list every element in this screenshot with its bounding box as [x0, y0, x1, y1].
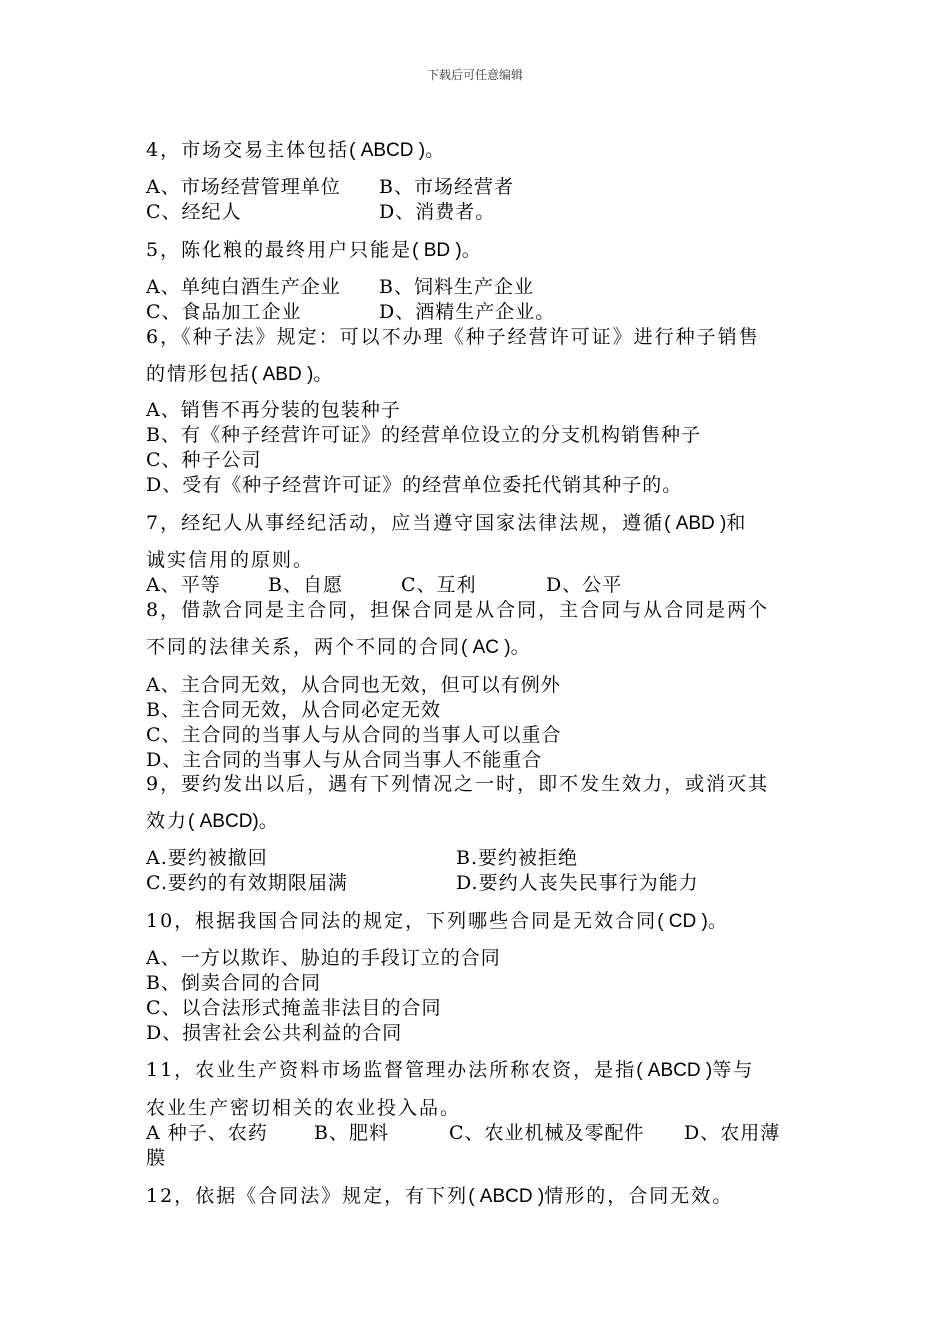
q9-option-b: B.要约被拒绝: [456, 847, 579, 869]
question-9-line-2: 效力( ABCD)。: [146, 810, 280, 832]
question-11-line-2: 农业生产密切相关的农业投入品。: [146, 1097, 462, 1119]
q7-option-d: D、公平: [546, 574, 623, 596]
q4-option-b: B、市场经营者: [379, 176, 514, 198]
q11-option-d-continued: 膜: [146, 1147, 167, 1169]
answer-9: ( ABCD): [188, 811, 259, 832]
q6-option-a: A、销售不再分装的包装种子: [146, 399, 401, 421]
q5-option-d: D、酒精生产企业。: [379, 301, 556, 323]
q5-option-b: B、饲料生产企业: [379, 276, 534, 298]
q8-option-b: B、主合同无效，从合同必定无效: [146, 699, 441, 721]
q11-option-d: D、农用薄: [684, 1122, 781, 1144]
question-10: 10，根据我国合同法的规定，下列哪些合同是无效合同( CD )。: [146, 910, 729, 932]
question-7-line-2: 诚实信用的原则。: [146, 549, 315, 571]
answer-4: ( ABCD ): [349, 140, 426, 161]
answer-10: ( CD ): [657, 911, 708, 932]
question-4: 4，市场交易主体包括( ABCD )。: [146, 139, 447, 161]
q11-option-c: C、农业机械及零配件: [449, 1122, 645, 1144]
page-header: 下载后可任意编辑: [426, 68, 523, 82]
answer-11: ( ABCD ): [636, 1060, 713, 1081]
q4-option-c: C、经纪人: [146, 201, 242, 223]
q11-option-a: A 种子、农药: [146, 1122, 268, 1144]
question-11-line-1: 11，农业生产资料市场监督管理办法所称农资，是指( ABCD )等与: [146, 1059, 755, 1081]
q5-option-a: A、单纯白酒生产企业: [146, 276, 341, 298]
q9-option-d: D.要约人丧失民事行为能力: [456, 872, 699, 894]
q7-option-b: B、自愿: [268, 574, 343, 596]
answer-8: ( AC ): [461, 637, 511, 658]
q10-option-d: D、损害社会公共利益的合同: [146, 1022, 403, 1044]
question-9-line-1: 9，要约发出以后，遇有下列情况之一时，即不发生效力，或消灭其: [146, 773, 770, 795]
question-5: 5，陈化粮的最终用户只能是( BD )。: [146, 239, 483, 261]
question-8-line-2: 不同的法律关系，两个不同的合同( AC )。: [146, 636, 532, 658]
q4-option-d: D、消费者。: [379, 201, 496, 223]
q6-option-c: C、种子公司: [146, 449, 262, 471]
question-7-line-1: 7，经纪人从事经纪活动，应当遵守国家法律法规，遵循( ABD )和: [146, 512, 748, 534]
q10-option-b: B、倒卖合同的合同: [146, 972, 321, 994]
answer-5: ( BD ): [412, 240, 462, 261]
q9-option-c: C.要约的有效期限届满: [146, 872, 348, 894]
q11-option-b: B、肥料: [314, 1122, 389, 1144]
question-8-line-1: 8，借款合同是主合同，担保合同是从合同，主合同与从合同是两个: [146, 599, 770, 621]
q9-option-a: A.要约被撤回: [146, 847, 268, 869]
answer-12: ( ABCD ): [468, 1186, 545, 1207]
answer-6: ( ABD ): [251, 364, 314, 385]
q6-option-b: B、有《种子经营许可证》的经营单位设立的分支机构销售种子: [146, 424, 701, 446]
q7-option-a: A、平等: [146, 574, 221, 596]
q8-option-d: D、主合同的当事人与从合同当事人不能重合: [146, 749, 543, 771]
q10-option-c: C、以合法形式掩盖非法目的合同: [146, 997, 442, 1019]
q5-option-c: C、食品加工企业: [146, 301, 302, 323]
q7-option-c: C、互利: [401, 574, 477, 596]
question-6-line-1: 6，《种子法》规定：可以不办理《种子经营许可证》进行种子销售: [146, 326, 760, 348]
answer-7: ( ABD ): [664, 513, 727, 534]
q8-option-a: A、主合同无效，从合同也无效，但可以有例外: [146, 674, 561, 696]
question-12: 12，依据《合同法》规定，有下列( ABCD )情形的，合同无效。: [146, 1185, 734, 1207]
question-6-line-2: 的情形包括( ABD )。: [146, 363, 335, 385]
q4-option-a: A、市场经营管理单位: [146, 176, 341, 198]
q6-option-d: D、受有《种子经营许可证》的经营单位委托代销其种子的。: [146, 474, 683, 496]
q10-option-a: A、一方以欺诈、胁迫的手段订立的合同: [146, 947, 501, 969]
q8-option-c: C、主合同的当事人与从合同的当事人可以重合: [146, 724, 562, 746]
